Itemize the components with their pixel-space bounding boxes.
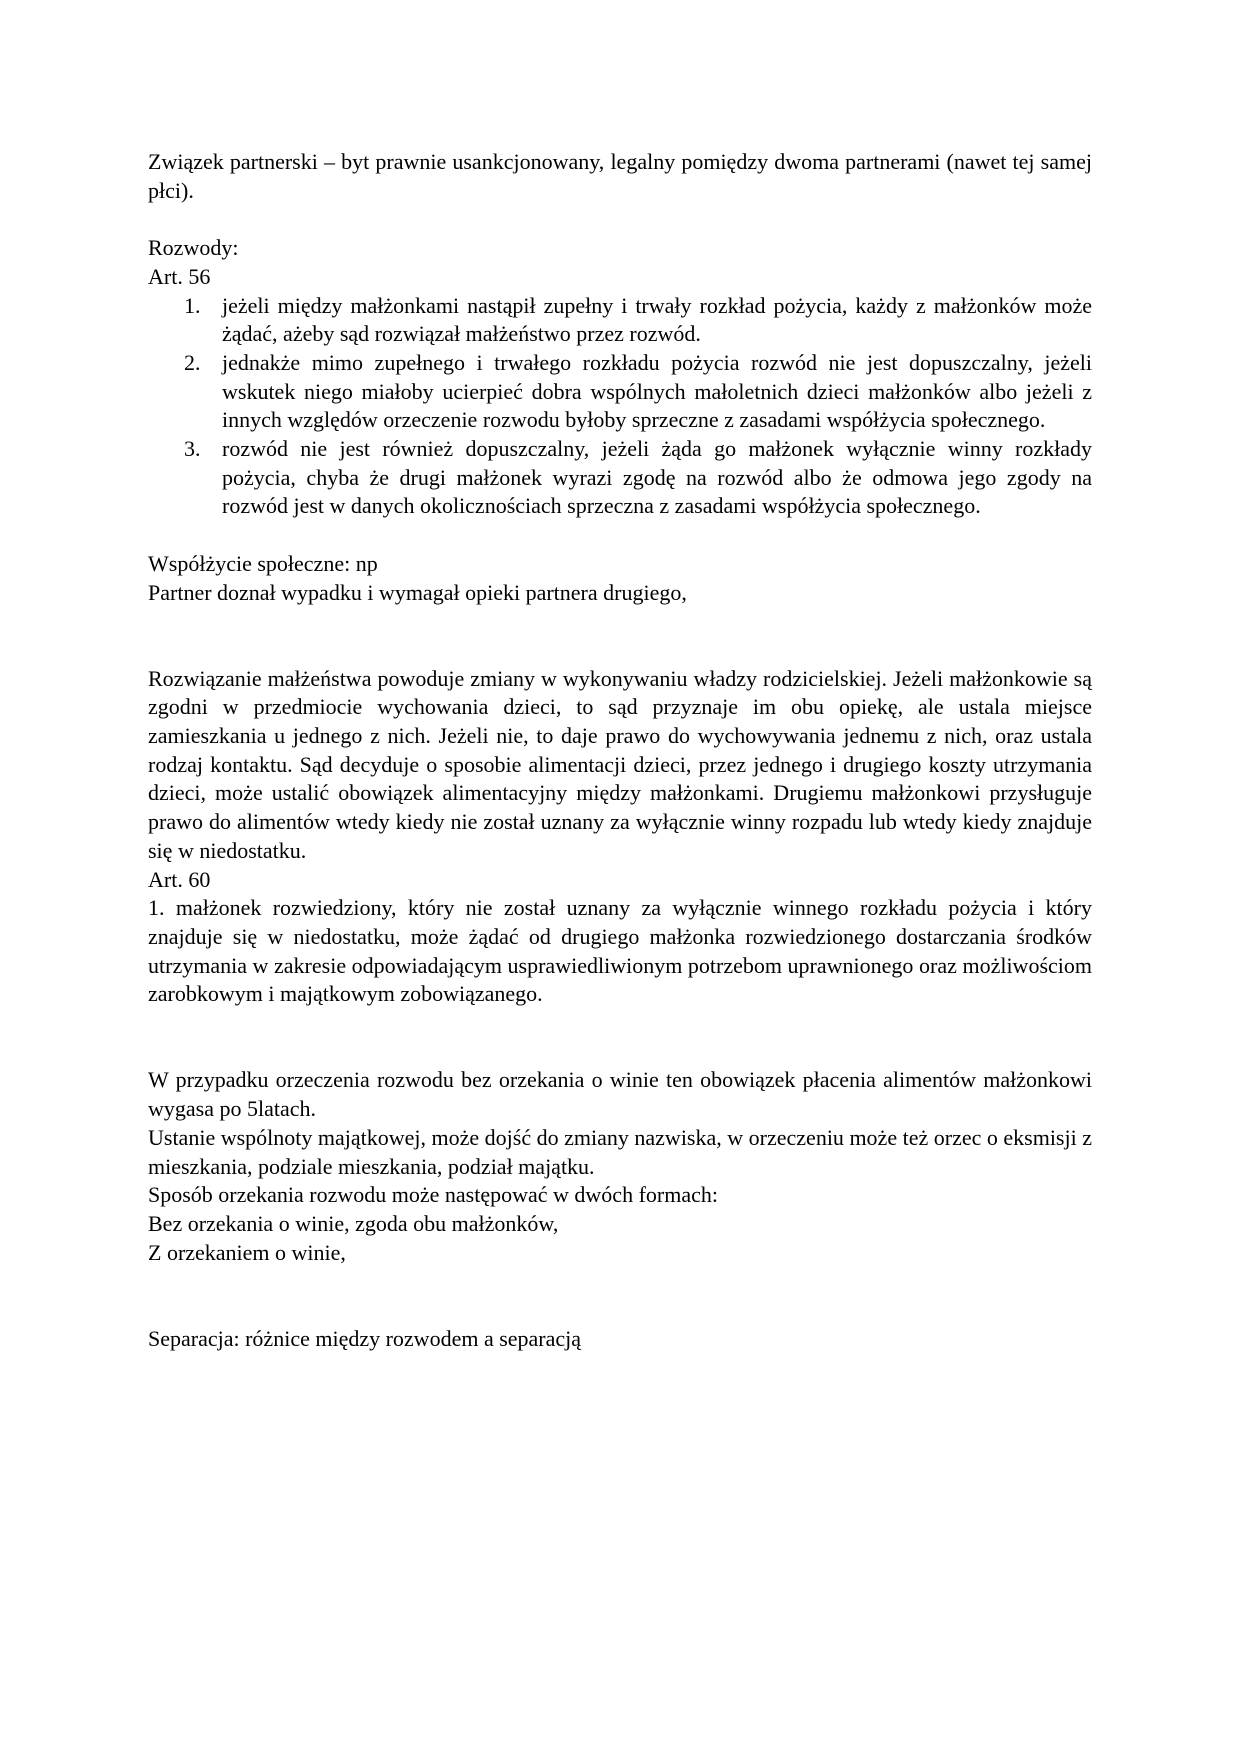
article-60-label: Art. 60 — [148, 866, 211, 892]
divorce-heading: Rozwody: — [148, 235, 239, 261]
document-page — [148, 148, 1092, 1353]
divorce-forms-intro: Sposób orzekania rozwodu może następować w dwóch formach: — [148, 1182, 718, 1208]
article-56-label: Art. 56 — [148, 263, 211, 289]
social-coexistence-heading: Współżycie społeczne: np — [148, 550, 378, 576]
dissolution-consequences-paragraph: Rozwiązanie małżeństwa powoduje zmiany w wykonywaniu władzy rodzicielskiej. Jeżeli małżonkowie są zgodni w przedmiocie wychowania dzieci, to sąd przyznaje im obu opiekę, ale ustala miejsce zamieszkania u jednego z nich. Jeżeli nie, to daje prawo do wychowywania jednemu z nich, oraz ustala rodzaj kontaktu. Sąd decyduje o sposobie alimentacji dzieci, przez jednego i drugiego koszty utrzymania dzieci, może ustalić obowiązek alimentacyjny między małżonkami. Drugiemu małżonkowi przysługuje prawo do alimentów wtedy kiedy nie został uznany za wyłącznie winny rozpadu lub wtedy kiedy znajduje się w niedostatku. — [148, 665, 1092, 863]
partnership-definition: Związek partnerski – byt prawnie usankcjonowany, legalny pomiędzy dwoma partnerami (nawet tej samej płci). — [148, 149, 1092, 203]
spacer — [148, 1009, 1092, 1066]
spacer — [148, 205, 1092, 234]
list-item — [148, 435, 1092, 521]
list-item-number: 1. — [184, 292, 201, 318]
social-coexistence-example: Partner doznał wypadku i wymagał opieki partnera drugiego, — [148, 579, 687, 605]
list-item-number: 3. — [184, 436, 201, 462]
divorce-form-with-fault: Z orzekaniem o winie, — [148, 1239, 346, 1265]
list-item — [148, 349, 1092, 435]
divorce-form-no-fault: Bez orzekania o winie, zgoda obu małżonków, — [148, 1210, 559, 1236]
list-item-number: 2. — [184, 349, 201, 375]
no-fault-alimony-paragraph: W przypadku orzeczenia rozwodu bez orzekania o winie ten obowiązek płacenia alimentów małżonkowi wygasa po 5latach. — [148, 1067, 1092, 1122]
list-item-text: rozwód nie jest również dopuszczalny, jeżeli żąda go małżonek wyłącznie winny rozkłady pożycia, chyba że drugi małżonek wyrazi zgodę na rozwód albo że odmowa jego zgody na rozwód jest w danych okolicznościach sprzeczna z zasadami współżycia społecznego. — [222, 436, 1092, 519]
property-community-paragraph: Ustanie wspólnoty majątkowej, może dojść do zmiany nazwiska, w orzeczeniu może też orzec o eksmisji z mieszkania, podziale mieszkania, podział majątku. — [148, 1124, 1092, 1179]
article-60-text: 1. małżonek rozwiedziony, który nie został uznany za wyłącznie winnego rozkładu pożycia i który znajduje się w niedostatku, może żądać od drugiego małżonka rozwiedzionego dostarczania środków utrzymania w zakresie odpowiadającym usprawiedliwionym potrzebom uprawnionego oraz możliwościom zarobkowym i majątkowym zobowiązanego. — [148, 895, 1092, 1007]
article-56-list — [148, 292, 1092, 522]
spacer — [148, 521, 1092, 550]
spacer — [148, 607, 1092, 664]
list-item — [148, 292, 1092, 349]
separation-heading: Separacja: różnice między rozwodem a separacją — [148, 1325, 582, 1351]
list-item-text: jednakże mimo zupełnego i trwałego rozkładu pożycia rozwód nie jest dopuszczalny, jeżeli wskutek niego miałoby ucierpieć dobra wspólnych małoletnich dzieci małżonków albo jeżeli z innych względów orzeczenie rozwodu byłoby sprzeczne z zasadami współżycia społecznego. — [222, 349, 1092, 433]
spacer — [148, 1267, 1092, 1324]
list-item-text: jeżeli między małżonkami nastąpił zupełny i trwały rozkład pożycia, każdy z małżonków może żądać, ażeby sąd rozwiązał małżeństwo przez rozwód. — [222, 292, 1092, 347]
